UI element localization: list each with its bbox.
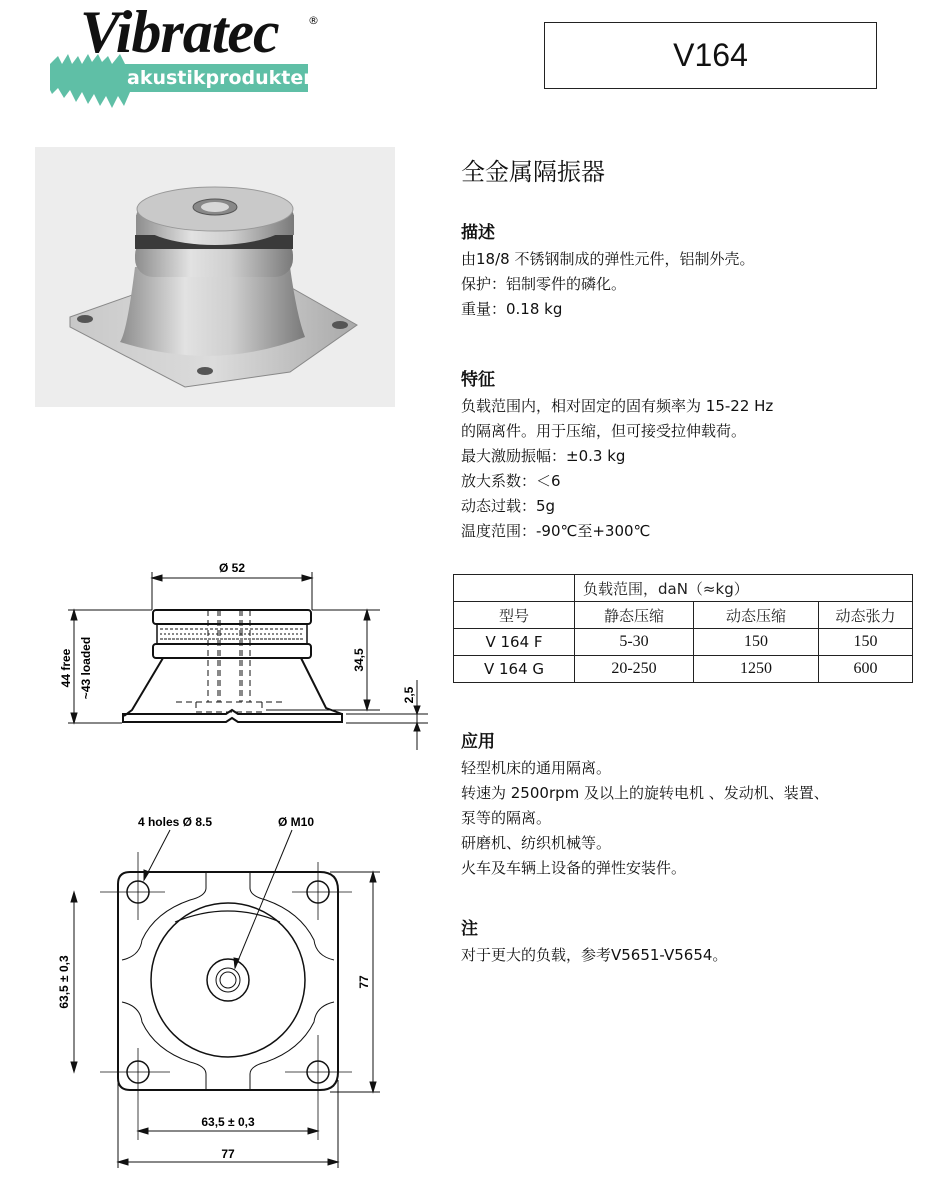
- section-notes: [461, 914, 911, 968]
- height-free-label: 44 free: [59, 648, 73, 688]
- table-header-row: [454, 575, 913, 602]
- column-header: 型号: [454, 602, 575, 629]
- flange-thickness-label: 2,5: [402, 686, 416, 704]
- table-cell: 1250: [694, 656, 819, 683]
- table-cell: 20-250: [575, 656, 694, 683]
- table-cell: 150: [694, 629, 819, 656]
- applications-line: 泵等的隔离。: [461, 809, 552, 827]
- section-applications: [461, 727, 911, 881]
- diameter-label: Ø 52: [218, 561, 246, 575]
- applications-line: 转速为 2500rpm 及以上的旋转电机 、发动机、装置、: [461, 784, 829, 802]
- description-line: 重量：0.18 kg: [461, 300, 563, 318]
- features-line: 的隔离件。用于压缩，但可接受拉伸载荷。: [461, 422, 747, 440]
- table-cell-model: V 164 G: [454, 656, 575, 683]
- features-line: 放大系数：＜6: [461, 472, 561, 490]
- applications-heading: 应用: [461, 732, 495, 752]
- top-view-drawing: [30, 800, 430, 1180]
- applications-line: 研磨机、纺织机械等。: [461, 834, 612, 852]
- model-number-box: [544, 22, 877, 89]
- logo-brand: Vibratec: [80, 0, 279, 65]
- table-blank-cell: [454, 575, 575, 602]
- notes-heading: 注: [461, 919, 478, 939]
- height-loaded-label: ~43 loaded: [79, 636, 93, 700]
- column-header: 动态张力: [819, 602, 913, 629]
- features-line: 动态过载：5g: [461, 497, 556, 515]
- body-height-label: 34,5: [352, 648, 366, 672]
- hole-spacing-horizontal-label: 63,5 ± 0,3: [201, 1115, 255, 1129]
- table-cell-model: V 164 F: [454, 629, 575, 656]
- logo-subtitle: akustikprodukter: [127, 67, 313, 89]
- top-view-drawing-icon: [30, 800, 430, 1180]
- hole-spacing-vertical-label: 63,5 ± 0,3: [57, 955, 71, 1009]
- features-line: 温度范围：-90℃至+300℃: [461, 522, 651, 540]
- table-row: [454, 656, 913, 683]
- vibratec-logo: [50, 0, 330, 110]
- thread-label: Ø M10: [277, 815, 315, 829]
- features-line: 负载范围内，相对固定的固有频率为 15-22 Hz: [461, 397, 774, 415]
- applications-line: 轻型机床的通用隔离。: [461, 759, 612, 777]
- features-heading: 特征: [461, 370, 495, 390]
- width-label: 77: [221, 1147, 235, 1161]
- applications-line: 火车及车辆上设备的弹性安装件。: [461, 859, 687, 877]
- product-title: 全金属隔振器: [461, 158, 605, 186]
- table-column-header-row: [454, 602, 913, 629]
- features-line: 最大激励振幅：±0.3 kg: [461, 447, 626, 465]
- load-range-table: [453, 574, 913, 683]
- column-header: 静态压缩: [575, 602, 694, 629]
- isolator-photo-icon: [35, 147, 395, 407]
- height-label: 77: [357, 975, 371, 989]
- table-group-header: 负载范围，daN（≈kg）: [575, 575, 913, 602]
- description-heading: 描述: [461, 223, 495, 243]
- table-cell: 5-30: [575, 629, 694, 656]
- table-row: [454, 629, 913, 656]
- product-photo: [35, 147, 395, 407]
- notes-line: 对于更大的负载，参考V5651-V5654。: [461, 946, 728, 964]
- description-line: 由18/8 不锈钢制成的弹性元件，铝制外壳。: [461, 250, 755, 268]
- side-view-drawing: [30, 550, 430, 760]
- section-features: [461, 365, 911, 544]
- holes-label: 4 holes Ø 8.5: [137, 815, 213, 829]
- logo-registered-mark: ®: [308, 14, 319, 27]
- section-description: [461, 218, 911, 322]
- model-number: V164: [673, 37, 748, 73]
- description-line: 保护：铝制零件的磷化。: [461, 275, 627, 293]
- table-cell: 600: [819, 656, 913, 683]
- table-cell: 150: [819, 629, 913, 656]
- column-header: 动态压缩: [694, 602, 819, 629]
- side-view-drawing-icon: [30, 550, 430, 760]
